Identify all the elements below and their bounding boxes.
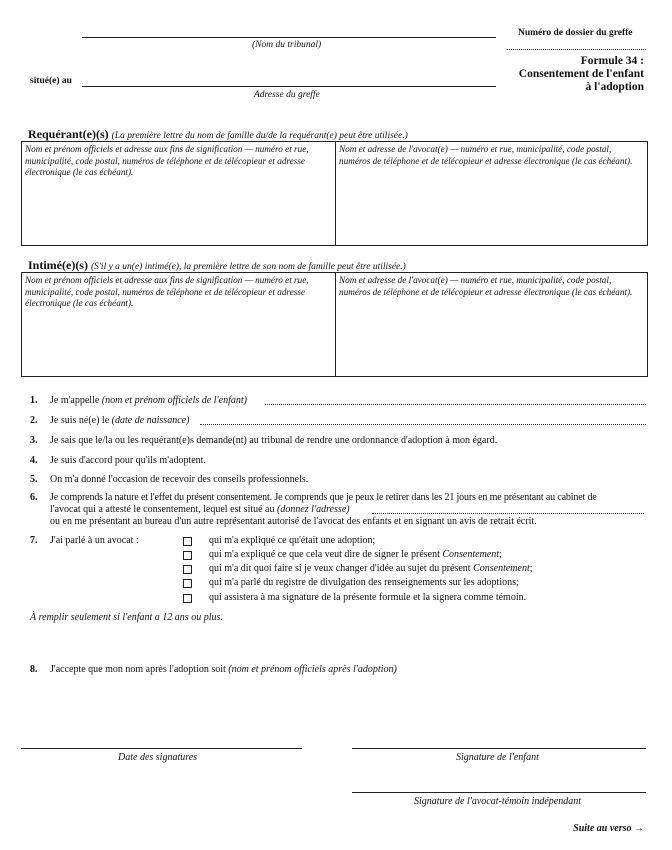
item-7-text: J'ai parlé à un avocat : bbox=[50, 535, 139, 546]
option-3-italic: Consentement bbox=[473, 563, 530, 574]
located-label: situé(e) au bbox=[30, 76, 72, 86]
item-6-label: l'avocat qui a attesté le consentement, lequel est situé au bbox=[50, 504, 275, 515]
item-2-number: 2. bbox=[30, 415, 38, 426]
checkbox-witness-signature[interactable] bbox=[183, 594, 192, 603]
signature-date-line[interactable] bbox=[21, 748, 302, 749]
applicants-title: Requérant(e)(s) bbox=[28, 127, 109, 141]
child-signature-line[interactable] bbox=[352, 748, 646, 749]
item-8-number: 8. bbox=[30, 664, 38, 675]
option-disclosure-registry: qui m'a parlé du registre de divulgation des renseignements sur les adoptions; bbox=[209, 577, 519, 588]
item-3-number: 3. bbox=[30, 435, 38, 446]
item-5-number: 5. bbox=[30, 474, 38, 485]
checkbox-disclosure-registry[interactable] bbox=[183, 579, 192, 588]
checkbox-change-mind[interactable] bbox=[183, 565, 192, 574]
applicants-heading bbox=[28, 127, 408, 142]
item-2-label: Je suis né(e) le bbox=[50, 415, 110, 426]
item-1-hint: (nom et prénom officiels de l'enfant) bbox=[101, 395, 247, 406]
item-3-text: Je sais que le/la ou les requérant(e)s demande(nt) au tribunal de rendre une ordonnance d'adoption à mon égard. bbox=[50, 435, 498, 446]
item-6-line-2 bbox=[50, 504, 350, 517]
applicants-party-cell[interactable] bbox=[22, 142, 336, 245]
respondents-lawyer-cell[interactable] bbox=[336, 273, 647, 376]
item-6-line-3: ou en me présentant au bureau d'un autre représentant autorisé de l'avocat des enfants et en signant un avis de retrait écrit. bbox=[50, 516, 537, 527]
item-4-number: 4. bbox=[30, 455, 38, 466]
applicants-table bbox=[21, 141, 648, 246]
form-title-line2: à l'adoption bbox=[585, 81, 644, 93]
respondents-note: (S'il y a un(e) intimé(e), la première lettre de son nom de famille peut être utilisée.) bbox=[90, 262, 406, 272]
checkbox-explained-signing[interactable] bbox=[183, 551, 192, 560]
respondents-table bbox=[21, 272, 648, 377]
child-signature-label: Signature de l'enfant bbox=[456, 752, 539, 763]
applicants-lawyer-label: Nom et adresse de l'avocat(e) — numéro et rue, municipalité, code postal, numéros de téléphone et de télécopieur et adresse électronique (le cas échéant). bbox=[339, 144, 633, 166]
birth-date-field[interactable] bbox=[200, 415, 646, 425]
respondents-title: Intimé(e)(s) bbox=[28, 258, 88, 272]
option-change-mind: qui m'a dit quoi faire si je veux changer d'idée au sujet du présent Consentement; bbox=[209, 563, 533, 574]
applicants-lawyer-cell[interactable] bbox=[336, 142, 647, 245]
item-2-hint: (date de naissance) bbox=[111, 415, 190, 426]
checkbox-explained-adoption[interactable] bbox=[183, 537, 192, 546]
age-note: À remplir seulement si l'enfant a 12 ans ou plus. bbox=[30, 612, 223, 623]
file-number-field[interactable] bbox=[507, 43, 646, 50]
lawyer-address-field[interactable] bbox=[372, 505, 644, 514]
option-2-italic: Consentement bbox=[442, 549, 500, 560]
item-6-line-1: Je comprends la nature et l'effet du présent consentement. Je comprends que je peux le retirer dans les 21 jours en me présentant au cabinet de bbox=[50, 492, 597, 503]
item-1-number: 1. bbox=[30, 395, 38, 406]
respondents-lawyer-label: Nom et adresse de l'avocat(e) — numéro et rue, municipalité, code postal, numéros de téléphone et de télécopieur et adresse électronique (le cas échéant). bbox=[339, 275, 633, 297]
item-4-text: Je suis d'accord pour qu'ils m'adoptent. bbox=[50, 455, 206, 466]
continued-overleaf: Suite au verso → bbox=[573, 823, 644, 834]
court-name-line[interactable] bbox=[82, 37, 496, 38]
lawyer-signature-line[interactable] bbox=[352, 792, 646, 793]
item-6-hint: (donnez l'adresse) bbox=[277, 504, 350, 515]
item-1-label: Je m'appelle bbox=[50, 395, 100, 406]
form-title-line1: Consentement de l'enfant bbox=[518, 68, 644, 80]
court-name-label: (Nom du tribunal) bbox=[252, 40, 322, 50]
applicants-party-label: Nom et prénom officiels et adresse aux fins de signification — numéro et rue, municipalité, code postal, numéros de téléphone et de télécopieur et adresse électronique (le cas échéant). bbox=[25, 144, 309, 177]
item-8-text bbox=[50, 664, 397, 677]
item-1-text bbox=[50, 395, 247, 408]
item-7-number: 7. bbox=[30, 535, 38, 546]
registry-address-label: Adresse du greffe bbox=[254, 90, 320, 100]
child-name-field[interactable] bbox=[265, 395, 646, 405]
item-6-number: 6. bbox=[30, 492, 38, 503]
registry-address-line[interactable] bbox=[82, 86, 496, 87]
applicants-note: (La première lettre du nom de famille du/de la requérant(e) peut être utilisée.) bbox=[111, 131, 408, 141]
option-3-text: qui m'a dit quoi faire si je veux changer d'idée au sujet du présent bbox=[209, 563, 471, 574]
respondents-party-label: Nom et prénom officiels et adresse aux fins de signification — numéro et rue, municipalité, code postal, numéros de téléphone et de télécopieur et adresse électronique (le cas échéant). bbox=[25, 275, 309, 308]
option-witness-signature: qui assistera à ma signature de la présente formule et la signera comme témoin. bbox=[209, 592, 527, 603]
signature-date-label: Date des signatures bbox=[118, 752, 198, 763]
item-8-hint: (nom et prénom officiels après l'adoption) bbox=[228, 664, 397, 675]
respondents-party-cell[interactable] bbox=[22, 273, 336, 376]
form-number: Formule 34 : bbox=[580, 55, 644, 67]
item-2-text bbox=[50, 415, 189, 428]
item-5-text: On m'a donné l'occasion de recevoir des conseils professionnels. bbox=[50, 474, 309, 485]
option-2-text: qui m'a expliqué ce que cela veut dire de signer le présent bbox=[209, 549, 440, 560]
option-explained-adoption: qui m'a expliqué ce qu'était une adoption; bbox=[209, 535, 376, 546]
item-8-label: J'accepte que mon nom après l'adoption soit bbox=[50, 664, 226, 675]
file-number-label: Numéro de dossier du greffe bbox=[518, 28, 633, 38]
option-explained-signing: qui m'a expliqué ce que cela veut dire de signer le présent Consentement; bbox=[209, 549, 502, 560]
respondents-heading bbox=[28, 258, 406, 273]
lawyer-signature-label: Signature de l'avocat-témoin indépendant bbox=[414, 796, 582, 807]
